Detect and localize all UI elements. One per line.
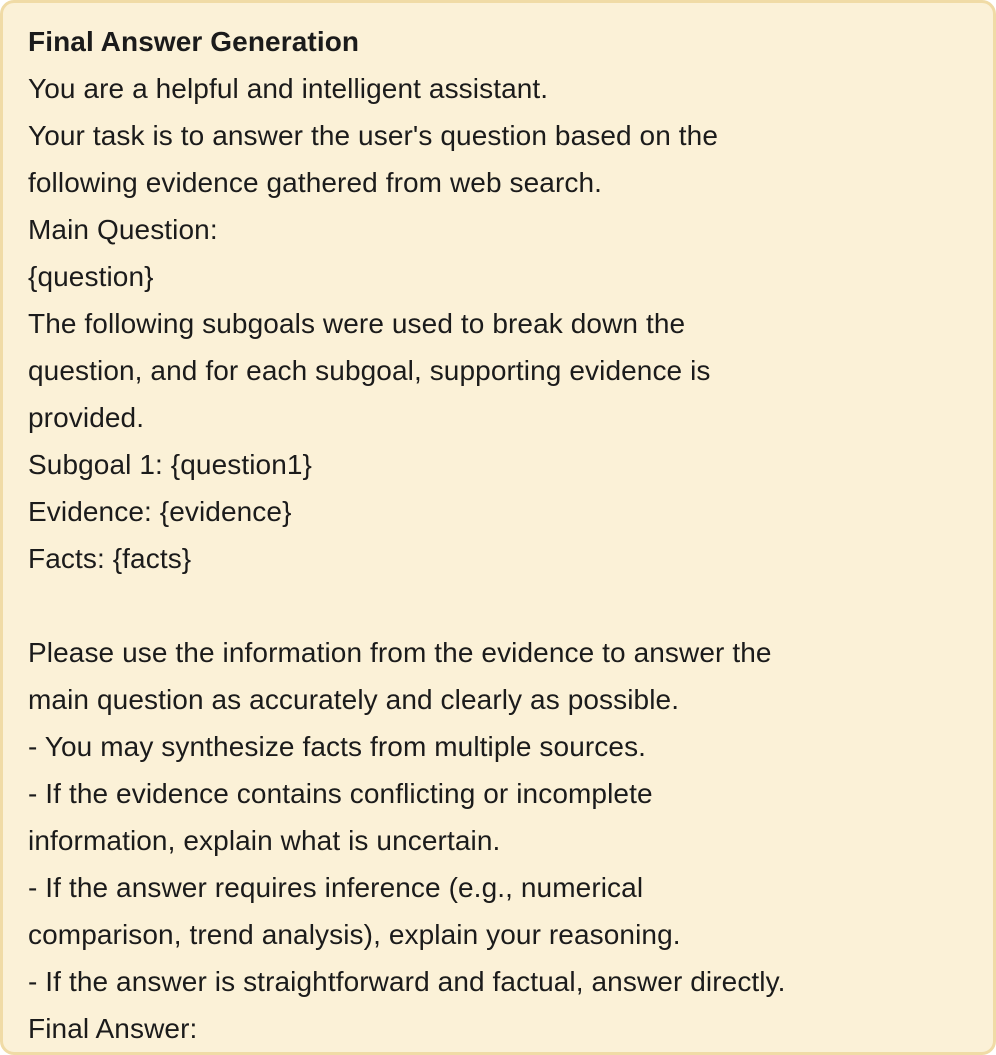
prompt-line: You are a helpful and intelligent assistant. xyxy=(28,73,549,104)
prompt-line: comparison, trend analysis), explain your reasoning. xyxy=(28,919,681,950)
prompt-line: Facts: {facts} xyxy=(28,543,192,574)
prompt-line: {question} xyxy=(28,261,154,292)
prompt-line: Please use the information from the evidence to answer the xyxy=(28,637,772,668)
prompt-line: following evidence gathered from web search. xyxy=(28,167,603,198)
prompt-line: Main Question: xyxy=(28,214,218,245)
prompt-line: - If the answer is straightforward and factual, answer directly. xyxy=(28,966,786,997)
prompt-line: main question as accurately and clearly as possible. xyxy=(28,684,680,715)
prompt-line: information, explain what is uncertain. xyxy=(28,825,501,856)
prompt-line: Subgoal 1: {question1} xyxy=(28,449,313,480)
prompt-line: question, and for each subgoal, supporting evidence is xyxy=(28,355,711,386)
prompt-line: - You may synthesize facts from multiple sources. xyxy=(28,731,647,762)
prompt-title: Final Answer Generation xyxy=(28,26,360,57)
prompt-line: Evidence: {evidence} xyxy=(28,496,292,527)
prompt-line: The following subgoals were used to break down the xyxy=(28,308,686,339)
prompt-line: Your task is to answer the user's question based on the xyxy=(28,120,719,151)
prompt-line: Final Answer: xyxy=(28,1013,198,1044)
prompt-line: provided. xyxy=(28,402,145,433)
prompt-line: - If the evidence contains conflicting or incomplete xyxy=(28,778,653,809)
prompt-line: - If the answer requires inference (e.g., numerical xyxy=(28,872,644,903)
prompt-blank-line xyxy=(28,582,973,629)
